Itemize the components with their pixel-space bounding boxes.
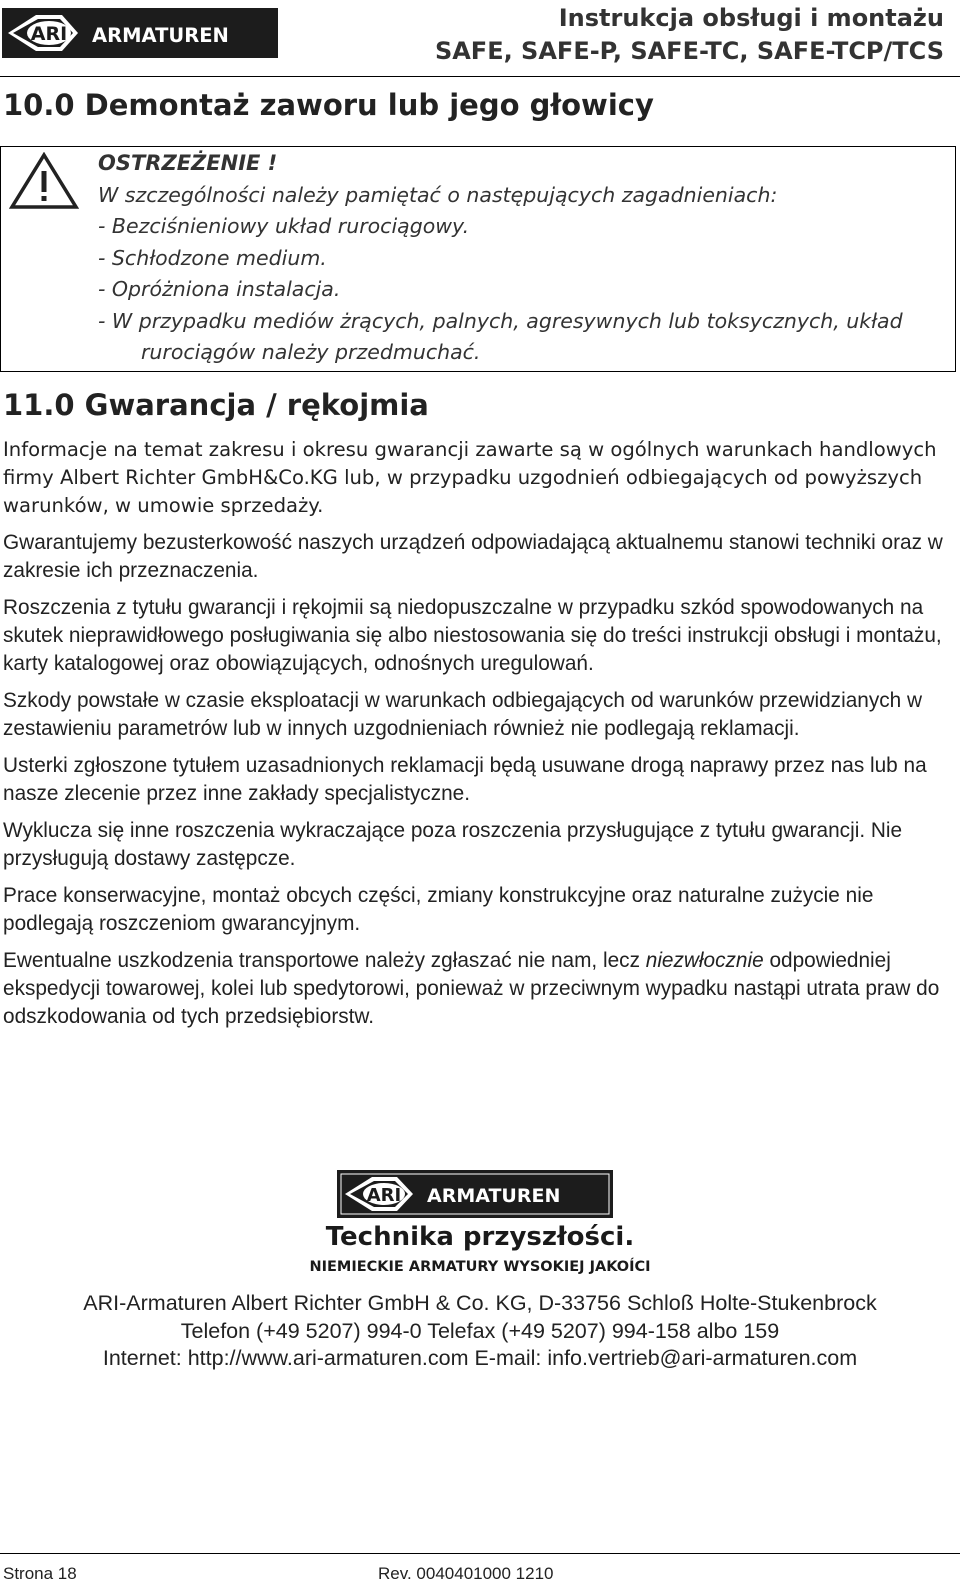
- warning-item: - W przypadku mediów żrących, palnych, agresywnych lub toksycznych, układ: [98, 308, 903, 333]
- warning-intro: W szczególności należy pamiętać o następujących zagadnieniach:: [98, 182, 778, 207]
- warranty-paragraph: Wyklucza się inne roszczenia wykraczające poza roszczenia przysługujące z tytułu gwarancji. Nie przysługują dostawy zastępcze.: [3, 819, 903, 870]
- document-title-line1: Instrukcja obsługi i montażu: [558, 4, 944, 32]
- footer-logo-ari-text: ARI: [366, 1185, 402, 1206]
- warning-item: - Bezciśnieniowy układ rurociągowy.: [98, 214, 470, 238]
- company-subtagline: NIEMIECKIE ARMATURY WYSOKIEJ JAKOÍCI: [309, 1259, 651, 1275]
- warranty-paragraph: Usterki zgłoszone tytułem uzasadnionych reklamacji będą usuwane drogą naprawy przez nas lub na nasze zlecenie przez inne zakłady specjalistyczne.: [3, 754, 927, 805]
- footer-divider: [0, 1553, 960, 1554]
- warning-item-continuation: rurociągów należy przedmuchać.: [141, 340, 481, 364]
- paragraph-text-after: odpowiedniej ekspedycji towarowej, kolei lub spedytorowi, ponieważ w przeciwnym wypadku nastąpi utrata praw do odszkodowania od tych przedsiębiorstw.: [3, 949, 940, 1028]
- warranty-paragraph: Roszczenia z tytułu gwarancji i rękojmii są niedopuszczalne w przypadku szkód spowodowanych na skutek nieprawidłowego posługiwania się albo niestosowania się do treści instrukcji obsługi i montażu, karty katalogowej oraz obowiązujących, odnośnych uregulowań.: [3, 596, 942, 675]
- revision-number: Rev. 0040401000 1210: [378, 1564, 554, 1583]
- paragraph-text-before: Ewentualne uszkodzenia transportowe należy zgłaszać nie nam, lecz: [3, 949, 646, 972]
- warranty-paragraph: Informacje na temat zakresu i okresu gwarancji zawarte są w ogólnych warunkach handlowych firmy Albert Richter GmbH&Co.KG lub, w przypadku uzgodnień odbiegających od powyższych warunków, w umowie sprzedaży.: [3, 438, 937, 517]
- company-tagline: Technika przyszłości.: [325, 1222, 635, 1252]
- footer-logo-brand-text: ARMATUREN: [427, 1185, 561, 1207]
- company-address: [0, 1290, 960, 1373]
- ari-armaturen-logo: [2, 8, 278, 58]
- logo-ari-text: ARI: [30, 23, 68, 45]
- warning-content: [98, 148, 948, 369]
- warranty-paragraph: Szkody powstałe w czasie eksploatacji w warunkach odbiegających od warunków przewidzianych w zestawieniu parametrów lub w innych uzgodnieniach również nie podlegają reklamacji.: [3, 689, 922, 740]
- warning-triangle-icon: [9, 152, 79, 210]
- header-divider: [0, 76, 960, 77]
- warning-item: - Schłodzone medium.: [98, 245, 327, 270]
- warranty-paragraph: Gwarantujemy bezusterkowość naszych urządzeń odpowiadającą aktualnemu stanowi techniki oraz w zakresie ich przeznaczenia.: [3, 531, 943, 582]
- warning-item: - Opróżniona instalacja.: [98, 277, 341, 301]
- warning-heading: OSTRZEŻENIE !: [98, 151, 278, 175]
- section-11-heading: 11.0 Gwarancja / rękojmia: [3, 388, 429, 422]
- address-line: Internet: http://www.ari-armaturen.com E-mail: info.vertrieb@ari-armaturen.com: [102, 1346, 858, 1370]
- page-number: Strona 18: [3, 1564, 77, 1583]
- transport-damage-paragraph: [3, 947, 953, 1031]
- address-line: ARI-Armaturen Albert Richter GmbH & Co. KG, D-33756 Schloß Holte-Stukenbrock: [83, 1291, 877, 1315]
- section-10-heading: 10.0 Demontaż zaworu lub jego głowicy: [3, 88, 654, 122]
- warranty-paragraph: Prace konserwacyjne, montaż obcych części, zmiany konstrukcyjne oraz naturalne zużycie nie podlegają roszczeniom gwarancyjnym.: [3, 884, 874, 935]
- address-line: Telefon (+49 5207) 994-0 Telefax (+49 5207) 994-158 albo 159: [180, 1318, 780, 1343]
- emphasis-word: niezwłocznie: [645, 949, 764, 972]
- ari-armaturen-footer-logo: [337, 1170, 613, 1218]
- logo-brand-text: ARMATUREN: [92, 24, 229, 47]
- document-title: [435, 2, 944, 68]
- warranty-body: [3, 436, 953, 1040]
- document-title-line2: SAFE, SAFE-P, SAFE-TC, SAFE-TCP/TCS: [434, 37, 944, 65]
